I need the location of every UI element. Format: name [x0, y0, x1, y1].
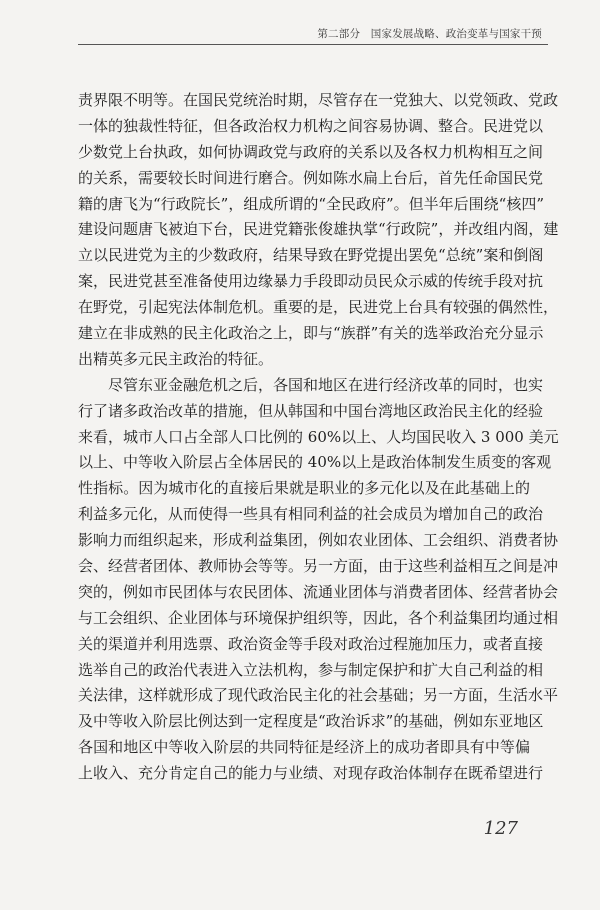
- text-line: 行了诸多政治改革的措施，但从韩国和中国台湾地区政治民主化的经验: [78, 401, 544, 420]
- text-line: 立以民进党为主的少数政府，结果导致在野党提出罢免“总统”案和倒阁: [78, 246, 544, 265]
- text-line: 少数党上台执政，如何协调政党与政府的关系以及各权力机构相互之间: [78, 142, 544, 161]
- text-line: 与工会组织、企业团体与环境保护组织等，因此，各个利益集团均通过相: [78, 608, 559, 627]
- page-number: 127: [483, 818, 518, 839]
- header-title: 国家发展战略、政治变革与国家干预: [370, 28, 542, 40]
- body-text: [78, 88, 559, 787]
- running-header: [317, 26, 542, 41]
- text-line: 上收入、充分肯定自己的能力与业绩、对现存政治体制存在既希望进行: [78, 764, 544, 783]
- text-line: 建设问题唐飞被迫下台，民进党籍张俊雄执掌“行政院”，并改组内阁，建: [78, 220, 559, 239]
- text-line: 建立在非成熟的民主化政治之上，即与“族群”有关的选举政治充分显示: [78, 324, 544, 343]
- header-rule: [78, 44, 548, 45]
- header-part: 第二部分: [317, 28, 361, 40]
- text-line: 来看，城市人口占全部人口比例的 60%以上、人均国民收入 3 000 美元: [78, 427, 559, 446]
- text-line: 籍的唐飞为“行政院长”，组成所谓的“全民政府”。但半年后围绕“核四”: [78, 194, 545, 213]
- text-line: 选举自己的政治代表进入立法机构，参与制定保护和扩大自己利益的相: [78, 660, 544, 679]
- text-line: 关的渠道并利用选票、政治资金等手段对政治过程施加压力，或者直接: [78, 634, 544, 653]
- text-line: 的关系，需要较长时间进行磨合。例如陈水扁上台后，首先任命国民党: [78, 168, 544, 187]
- text-line: 尽管东亚金融危机之后，各国和地区在进行经济改革的同时，也实: [108, 375, 544, 394]
- text-line: 突的，例如市民团体与农民团体、流通业团体与消费者团体、经营者协会: [78, 582, 559, 601]
- text-line: 影响力而组织起来，形成利益集团，例如农业团体、工会组织、消费者协: [78, 531, 559, 550]
- text-line: 一体的独裁性特征，但各政治权力机构之间容易协调、整合。民进党以: [78, 116, 544, 135]
- text-line: 利益多元化，从而使得一些具有相同利益的社会成员为增加自己的政治: [78, 505, 544, 524]
- text-line: 以上、中等收入阶层占全体居民的 40%以上是政治体制发生质变的客观: [78, 453, 552, 472]
- text-line: 在野党，引起宪法体制危机。重要的是，民进党上台具有较强的偶然性，: [78, 298, 559, 317]
- text-line: 性指标。因为城市化的直接后果就是职业的多元化以及在此基础上的: [78, 479, 530, 498]
- paragraph-2: [78, 373, 559, 787]
- text-line: 会、经营者团体、教师协会等等。另一方面，由于这些利益相互之间是冲: [78, 557, 559, 576]
- text-line: 各国和地区中等收入阶层的共同特征是经济上的成功者即具有中等偏: [78, 738, 530, 757]
- text-line: 责界限不明等。在国民党统治时期，尽管存在一党独大、以党领政、党政: [78, 91, 559, 109]
- text-line: 关法律，这样就形成了现代政治民主化的社会基础；另一方面，生活水平: [78, 686, 559, 705]
- text-line: 案，民进党甚至准备使用边缘暴力手段即动员民众示威的传统手段对抗: [78, 272, 544, 291]
- text-line: 出精英多元民主政治的特征。: [78, 349, 274, 368]
- paragraph-1: [78, 88, 559, 373]
- text-line: 及中等收入阶层比例达到一定程度是“政治诉求”的基础，例如东亚地区: [78, 712, 544, 731]
